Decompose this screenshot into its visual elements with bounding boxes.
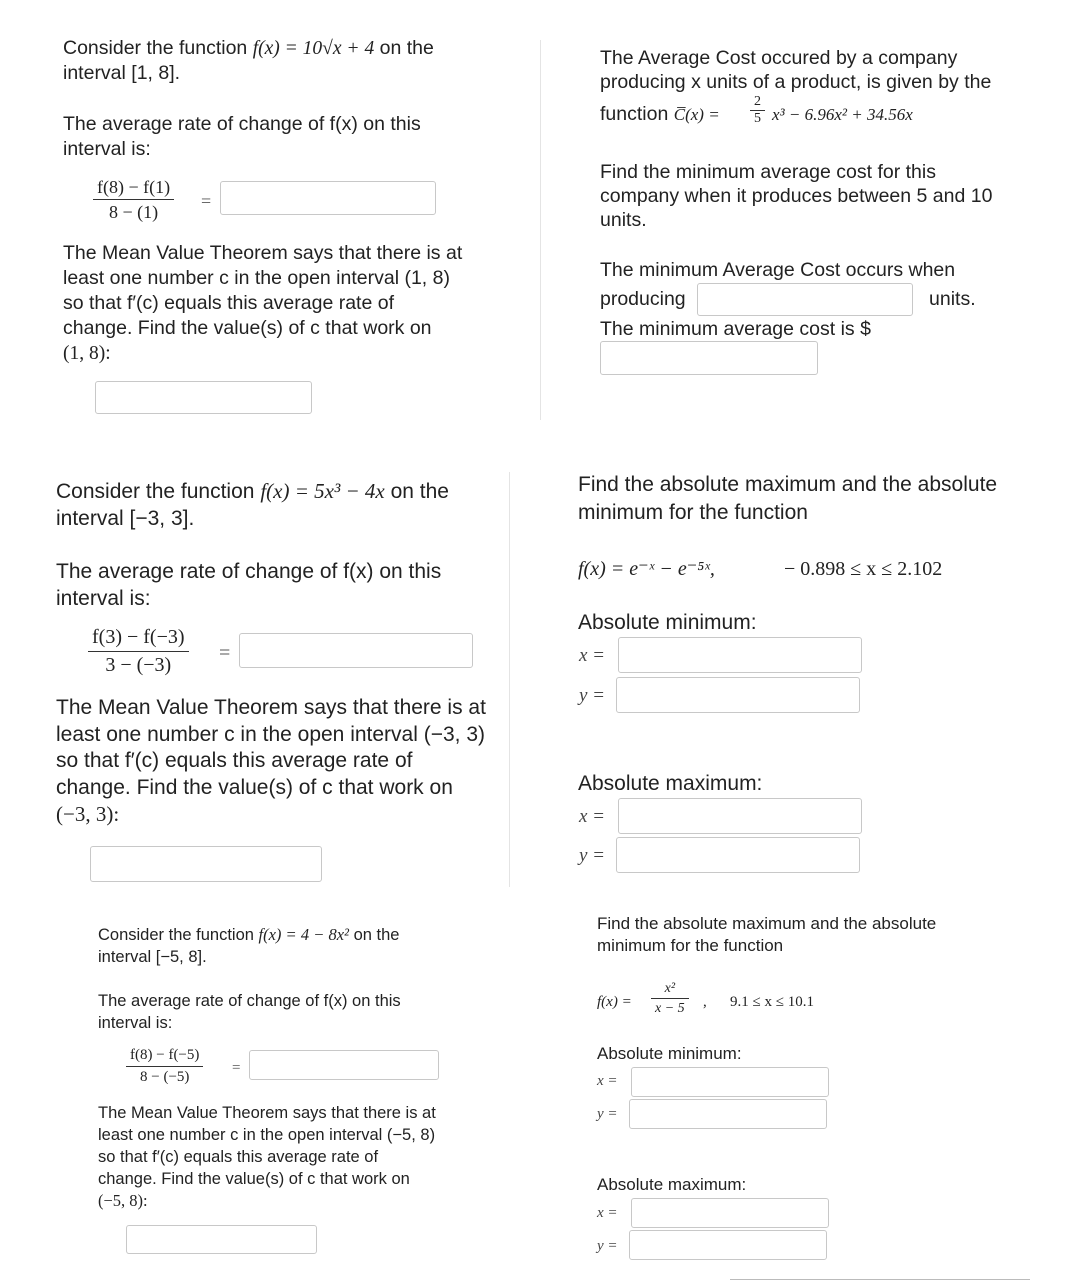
p3-avg-text-2: interval is: (56, 587, 151, 610)
p5-avg-text: The average rate of change of f(x) on this (98, 992, 401, 1010)
p5-avg-rate-input[interactable] (249, 1050, 439, 1080)
p3-equals: = (219, 642, 231, 664)
p2-min-line: The minimum Average Cost occurs when (600, 259, 956, 281)
p1-mvt-line: (1, 8): (63, 343, 111, 364)
p4-abs-min-label: Absolute minimum: (578, 611, 757, 634)
p6-max-y-label: y = (597, 1238, 618, 1254)
p2-line: The Average Cost occured by a company (600, 47, 958, 69)
p5-avg-text-2: interval is: (98, 1014, 173, 1032)
p1-avg-rate-input[interactable] (220, 181, 436, 215)
p4-domain (784, 555, 942, 583)
p6-function-comma: , (703, 994, 707, 1010)
p2-find-line: Find the minimum average cost for this (600, 161, 936, 183)
p1-intro-text: Consider the function (63, 37, 248, 59)
p5-avg-fraction (126, 1045, 203, 1088)
p4-max-y-label: y = (579, 845, 606, 866)
p5-mvt-line: (−5, 8): (98, 1191, 148, 1210)
p6-min-y-label: y = (597, 1106, 618, 1122)
p1-frac-denominator: 8 − (1) (108, 202, 159, 222)
p1-avg-text: The average rate of change of f(x) on this (63, 113, 421, 135)
p3-mvt-line: The Mean Value Theorem says that there is at (56, 696, 486, 719)
p6-function-lhs: f(x) = (597, 994, 632, 1010)
p6-abs-max-label: Absolute maximum: (597, 1175, 747, 1194)
p1-mvt-line: change. Find the value(s) of c that work on (63, 317, 432, 339)
p1-intro (63, 36, 434, 61)
p1-avg-fraction (93, 175, 174, 224)
p4-max-x-input[interactable] (618, 798, 862, 834)
p1-mvt-line: The Mean Value Theorem says that there is at (63, 242, 463, 264)
p4-heading-2: minimum for the function (578, 501, 808, 524)
p1-intro-suffix: on the (379, 37, 434, 59)
p1-c-values-input[interactable] (95, 381, 312, 414)
p4-min-x-label: x = (579, 645, 606, 666)
p1-mvt-line: so that f′(c) equals this average rate of (63, 292, 394, 314)
p3-frac-numerator: f(3) − f(−3) (88, 624, 189, 652)
p5-c-values-input[interactable] (126, 1225, 317, 1254)
p6-abs-min-label: Absolute minimum: (597, 1044, 742, 1063)
p1-frac-numerator: f(8) − f(1) (93, 175, 174, 200)
p5-intro (98, 924, 399, 946)
p1-mvt-line: least one number c in the open interval (1, 8) (63, 267, 450, 289)
p6-heading-2: minimum for the function (597, 936, 784, 955)
p6-heading: Find the absolute maximum and the absolute (597, 914, 937, 933)
p6-min-x-input[interactable] (631, 1067, 829, 1097)
p3-c-values-input[interactable] (90, 846, 322, 882)
p2-function-label: function (600, 103, 669, 125)
p2-function-rest: x³ − 6.96x² + 34.56x (772, 105, 913, 124)
p6-function-denominator: x − 5 (655, 1001, 685, 1016)
p4-function: f(x) = e⁻ˣ − e⁻⁵ˣ, (578, 558, 715, 580)
p6-max-y-input[interactable] (629, 1230, 827, 1260)
p2-find-line: units. (600, 209, 647, 231)
p5-frac-numerator: f(8) − f(−5) (126, 1045, 203, 1067)
p4-min-x-input[interactable] (618, 637, 862, 673)
p3-function: f(x) = 5x³ − 4x (260, 479, 385, 503)
p2-function-lhs: C̅(x) = (673, 105, 720, 124)
p3-mvt-line: (−3, 3): (56, 802, 120, 826)
p1-interval: interval [1, 8]. (63, 62, 181, 84)
p3-avg-text: The average rate of change of f(x) on this (56, 560, 442, 583)
p3-mvt-line: change. Find the value(s) of c that work on (56, 775, 453, 799)
p3-intro-text: Consider the function (56, 480, 255, 503)
p2-line: producing x units of a product, is given by the (600, 71, 992, 93)
p5-function: f(x) = 4 − 8x² (258, 925, 349, 944)
p4-max-y-input[interactable] (616, 837, 860, 873)
p2-min-cost-input[interactable] (600, 341, 818, 375)
p5-intro-text: Consider the function (98, 926, 254, 944)
p2-cost-label: The minimum average cost is $ (600, 318, 871, 340)
p1-equals: = (201, 191, 212, 211)
bottom-rule (730, 1279, 1030, 1280)
p6-min-x-label: x = (597, 1073, 618, 1089)
p3-frac-denominator: 3 − (−3) (105, 654, 172, 676)
p6-max-x-label: x = (597, 1205, 618, 1221)
p5-mvt-line: The Mean Value Theorem says that there is at (98, 1104, 436, 1122)
p2-function (600, 102, 720, 127)
p5-equals: = (232, 1060, 241, 1076)
p2-producing-label: producing (600, 288, 686, 310)
p5-mvt-line: least one number c in the open interval (−5, 8) (98, 1126, 436, 1144)
p5-frac-denominator: 8 − (−5) (139, 1069, 190, 1085)
p4-min-y-label: y = (579, 685, 606, 706)
p6-max-x-input[interactable] (631, 1198, 829, 1228)
p4-min-y-input[interactable] (616, 677, 860, 713)
p6-function-fraction (651, 979, 689, 1018)
p2-units-input[interactable] (697, 283, 913, 316)
p3-avg-rate-input[interactable] (239, 633, 473, 668)
p6-function-numerator: x² (651, 979, 689, 999)
divider-top (540, 40, 541, 420)
p6-min-y-input[interactable] (629, 1099, 827, 1129)
p5-mvt-line: so that f′(c) equals this average rate of (98, 1148, 379, 1166)
p3-mvt-line: so that f′(c) equals this average rate of (56, 749, 413, 772)
p5-mvt-line: change. Find the value(s) of c that work on (98, 1170, 410, 1188)
p3-intro-suffix: on the (390, 480, 449, 503)
p5-intro-suffix: on the (353, 926, 400, 944)
p4-domain-text: − 0.898 ≤ x ≤ 2.102 (784, 558, 943, 580)
p3-mvt-line: least one number c in the open interval (−3, 3) (56, 722, 486, 746)
p1-function: f(x) = 10√x + 4 (252, 38, 375, 59)
p2-coef-num: 2 (750, 94, 765, 111)
p1-avg-text-2: interval is: (63, 138, 151, 160)
p4-max-x-label: x = (579, 806, 606, 827)
p4-abs-max-label: Absolute maximum: (578, 772, 763, 795)
p2-coef-den: 5 (754, 111, 761, 126)
divider-middle (509, 472, 510, 887)
p5-interval: interval [−5, 8]. (98, 948, 207, 966)
p2-find-line: company when it produces between 5 and 10 (600, 185, 993, 207)
p4-heading: Find the absolute maximum and the absolute (578, 473, 998, 496)
p3-interval: interval [−3, 3]. (56, 507, 195, 530)
p2-coef-fraction (750, 94, 765, 127)
p3-intro (56, 478, 449, 505)
p3-avg-fraction (88, 624, 189, 679)
p6-domain: 9.1 ≤ x ≤ 10.1 (730, 994, 814, 1010)
p2-units-label: units. (929, 288, 976, 310)
